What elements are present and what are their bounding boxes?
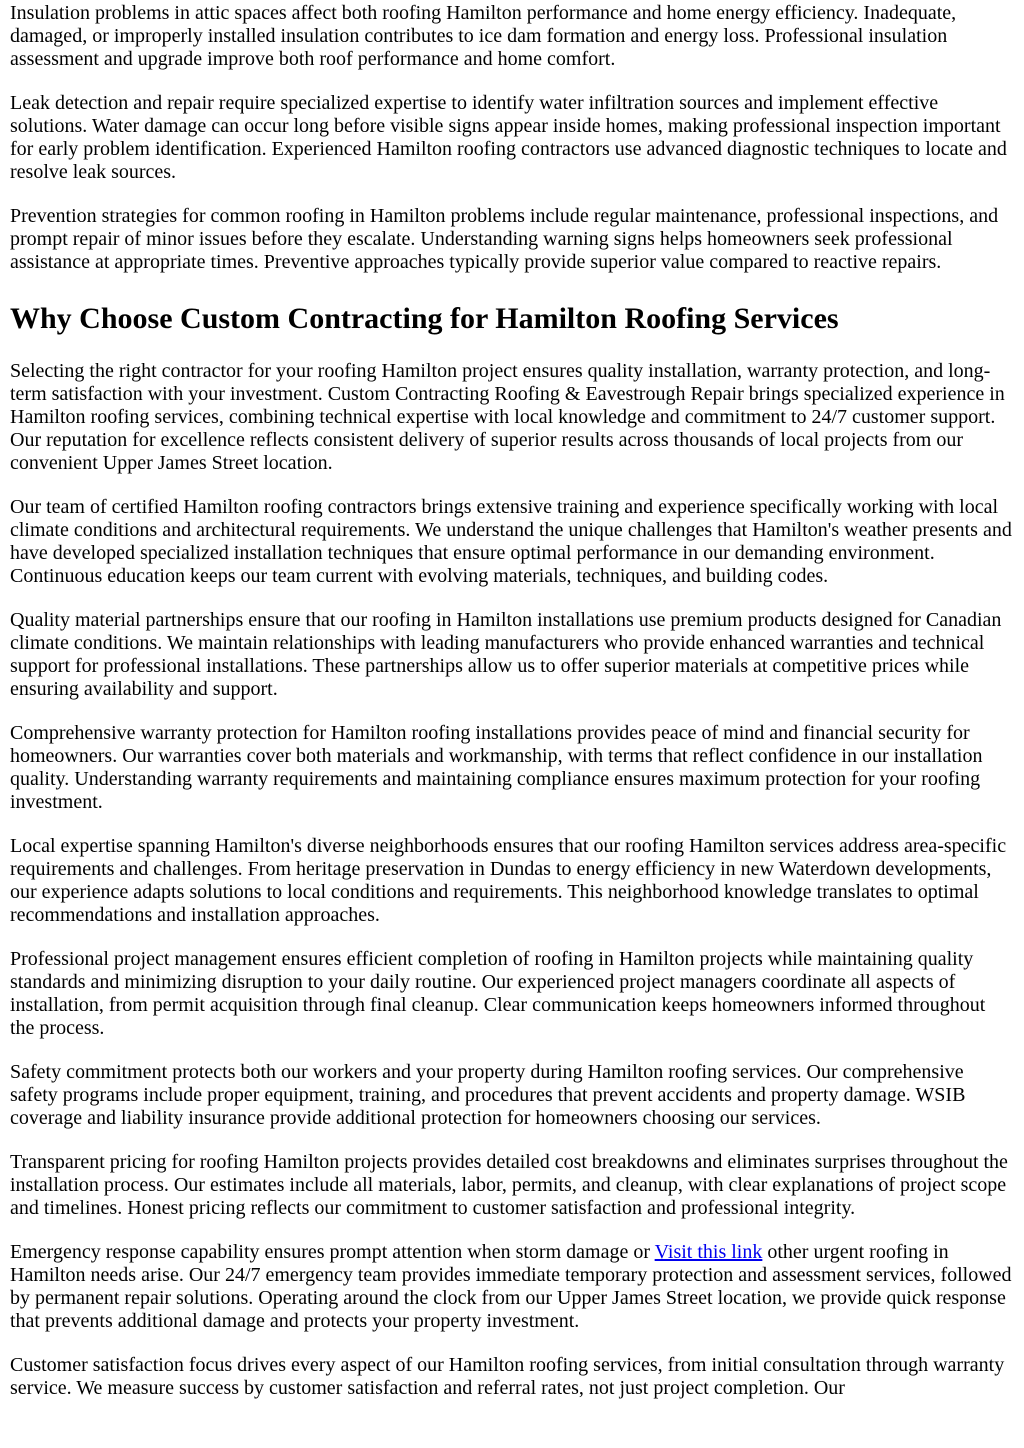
paragraph-emergency-response — [10, 1241, 1014, 1333]
paragraph-selecting-contractor: Selecting the right contractor for your roofing Hamilton project ensures quality installation, warranty protection, and long-term satisfaction with your investment. Custom Contracting Roofing & Eavestrough Repair brings specialized experience in Hamilton roofing services, combining technical expertise with local knowledge and commitment to 24/7 customer support. Our reputation for excellence reflects consistent delivery of superior results across thousands of local projects from our convenient Upper James Street location. — [10, 360, 1005, 474]
emergency-text-before-link: Emergency response capability ensures prompt attention when storm damage or — [10, 1241, 655, 1263]
paragraph-prevention: Prevention strategies for common roofing in Hamilton problems include regular maintenance, professional inspections, and prompt repair of minor issues before they escalate. Understanding warning signs helps homeowners seek professional assistance at appropriate times. Preventive approaches typically provide superior value compared to reactive repairs. — [10, 205, 999, 273]
paragraph-warranty-protection: Comprehensive warranty protection for Hamilton roofing installations provides peace of mind and financial security for homeowners. Our warranties cover both materials and workmanship, with terms that reflect confidence in our installation quality. Understanding warranty requirements and maintaining compliance ensures maximum protection for your roofing investment. — [10, 722, 983, 813]
visit-this-link[interactable]: Visit this link — [654, 1241, 763, 1263]
paragraph-safety-commitment: Safety commitment protects both our workers and your property during Hamilton roofing services. Our comprehensive safety programs include proper equipment, training, and procedures that prevent accidents and property damage. WSIB coverage and liability insurance provide additional protection for homeowners choosing our services. — [10, 1061, 966, 1129]
section-heading: Why Choose Custom Contracting for Hamilton Roofing Services — [10, 302, 839, 335]
paragraph-leak-detection: Leak detection and repair require specialized expertise to identify water infiltration sources and implement effective solutions. Water damage can occur long before visible signs appear inside homes, making professional inspection important for early problem identification. Experienced Hamilton roofing contractors use advanced diagnostic techniques to locate and resolve leak sources. — [10, 92, 1007, 183]
paragraph-project-management: Professional project management ensures efficient completion of roofing in Hamilton projects while maintaining quality standards and minimizing disruption to your daily routine. Our experienced project managers coordinate all aspects of installation, from permit acquisition through final cleanup. Clear communication keeps homeowners informed throughout the process. — [10, 948, 986, 1039]
paragraph-transparent-pricing: Transparent pricing for roofing Hamilton projects provides detailed cost breakdowns and eliminates surprises throughout the installation process. Our estimates include all materials, labor, permits, and cleanup, with clear explanations of project scope and timelines. Honest pricing reflects our commitment to customer satisfaction and professional integrity. — [10, 1151, 1008, 1219]
paragraph-customer-satisfaction: Customer satisfaction focus drives every aspect of our Hamilton roofing services, from initial consultation through warranty service. We measure success by customer satisfaction and referral rates, not just project completion. Our — [10, 1354, 1005, 1399]
paragraph-certified-team: Our team of certified Hamilton roofing contractors brings extensive training and experience specifically working with local climate conditions and architectural requirements. We understand the unique challenges that Hamilton's weather presents and have developed specialized installation techniques that ensure optimal performance in our demanding environment. Continuous education keeps our team current with evolving materials, techniques, and building codes. — [10, 496, 1012, 587]
emergency-text-after-link: other urgent roofing in Hamilton needs arise. Our 24/7 emergency team provides immediate temporary protection and assessment services, followed by permanent repair solutions. Operating around the clock from our Upper James Street location, we provide quick response that prevents additional damage and protects your property investment. — [10, 1241, 1012, 1332]
paragraph-insulation: Insulation problems in attic spaces affect both roofing Hamilton performance and home energy efficiency. Inadequate, damaged, or improperly installed insulation contributes to ice dam formation and energy loss. Professional insulation assessment and upgrade improve both roof performance and home comfort. — [10, 2, 957, 70]
paragraph-material-partnerships: Quality material partnerships ensure that our roofing in Hamilton installations use premium products designed for Canadian climate conditions. We maintain relationships with leading manufacturers who provide enhanced warranties and technical support for professional installations. These partnerships allow us to offer superior materials at competitive prices while ensuring availability and support. — [10, 609, 1002, 700]
paragraph-local-expertise: Local expertise spanning Hamilton's diverse neighborhoods ensures that our roofing Hamilton services address area-specific requirements and challenges. From heritage preservation in Dundas to energy efficiency in new Waterdown developments, our experience adapts solutions to local conditions and requirements. This neighborhood knowledge translates to optimal recommendations and installation approaches. — [10, 835, 1007, 926]
